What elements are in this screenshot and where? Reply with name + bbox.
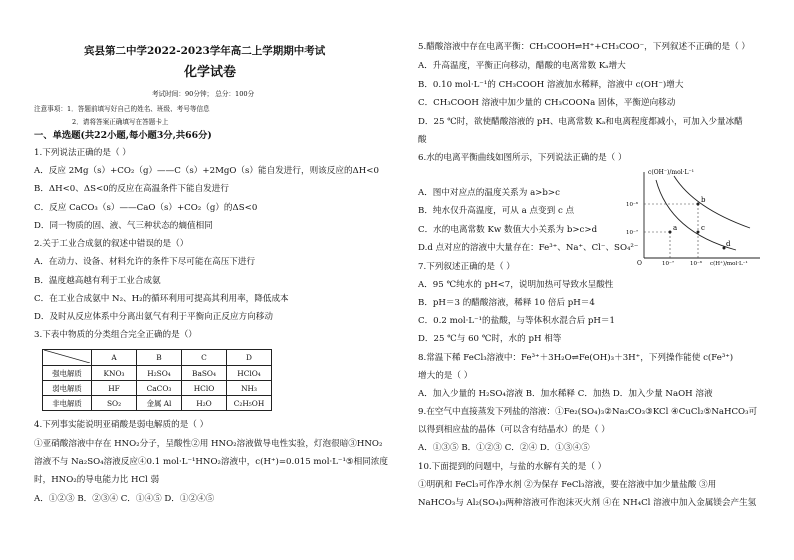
table-row xyxy=(43,396,272,411)
table-cell: KNO₃ xyxy=(92,366,137,381)
q6-option-b: B．纯水仅升高温度，可从 a 点变到 c 点 xyxy=(418,206,575,216)
table-cell: C₂H₅OH xyxy=(227,396,272,411)
point-label-b: b xyxy=(701,196,706,204)
x-axis-label: c(H⁺)/mol·L⁻¹ xyxy=(710,261,748,266)
classification-table xyxy=(42,349,272,411)
diagonal-line xyxy=(44,350,90,363)
table-row xyxy=(43,381,272,396)
question-3: 3.下表中物质的分类组合完全正确的是（） xyxy=(34,330,197,340)
table-cell: NH₃ xyxy=(227,381,272,396)
table-cell: HF xyxy=(92,381,137,396)
question-9: 9.在空气中直接蒸发下列盐的溶液：①Fe₂(SO₄)₃②Na₂CO₃③KCl ④CuCl₂⑤NaHCO₃可 xyxy=(418,407,758,417)
note-2: 2．请将答案正确填写在答题卡上 xyxy=(72,118,169,126)
q9-options: A．①③⑤ B．①②③ C．②④ D．①③④⑤ xyxy=(418,443,590,453)
table-corner-cell xyxy=(43,350,92,366)
q4-options: A．①②③ B．②③④ C．①④⑤ D．①②④⑤ xyxy=(34,494,215,504)
table-cell: SO₂ xyxy=(92,396,137,411)
section-heading: 一、单选题(共22小题,每小题3分,共66分) xyxy=(34,130,212,141)
y-tick-label: 10⁻⁷ xyxy=(626,230,639,236)
question-6: 6.水的电离平衡曲线如图所示，下列说法正确的是（ ） xyxy=(418,153,627,163)
q1-option-c: C．反应 CaCO₃（s）——CaO（s）+CO₂（g）的ΔS<0 xyxy=(34,203,258,213)
question-4: 4.下列事实能说明亚硝酸是弱电解质的是（ ） xyxy=(34,420,209,430)
isotherm-curve-low xyxy=(656,180,736,250)
table-cell: HClO₄ xyxy=(227,366,272,381)
q5-option-b: B．0.10 mol·L⁻¹的 CH₃COOH 溶液加水稀释，溶液中 c(OH⁻)增大 xyxy=(418,80,684,90)
point-b xyxy=(697,203,700,206)
q7-option-a: A．95 ℃纯水的 pH<7，说明加热可导致水呈酸性 xyxy=(418,280,614,290)
note-1: 注意事项：1．答题前填写好自己的姓名、班级、考号等信息 xyxy=(34,105,210,113)
q7-option-b: B．pH＝3 的醋酸溶液，稀释 10 倍后 pH＝4 xyxy=(418,298,595,308)
q7-option-c: C．0.2 mol·L⁻¹的盐酸，与等体积水混合后 pH＝1 xyxy=(418,316,615,326)
point-label-c: c xyxy=(701,224,705,232)
q5-option-d-cont: 酸 xyxy=(418,135,427,145)
question-1: 1.下列说法正确的是（ ） xyxy=(34,148,131,158)
table-cell: BaSO₄ xyxy=(182,366,227,381)
question-5: 5.醋酸溶液中存在电离平衡：CH₃COOH⇌H⁺+CH₃COO⁻，下列叙述不正确的是（ ） xyxy=(418,42,751,52)
table-cell: H₂SO₄ xyxy=(137,366,182,381)
question-2: 2.关于工业合成氨的叙述中错误的是（） xyxy=(34,239,189,249)
table-header-cell: C xyxy=(182,350,227,366)
q6-option-d: D.d 点对应的溶液中大量存在：Fe³⁺、Na⁺、Cl⁻、SO₄²⁻ xyxy=(418,243,639,253)
exam-meta: 考试时间：90分钟； 总分：100分 xyxy=(152,90,255,98)
q7-option-d: D．25 ℃与 60 ℃时，水的 pH 相等 xyxy=(418,334,562,344)
exam-title: 宾县第二中学2022-2023学年高二上学期期中考试 xyxy=(84,45,326,57)
q5-option-d: D．25 ℃时，欲使醋酸溶液的 pH、电离常数 Kₐ和电离程度都减小，可加入少量冰醋 xyxy=(418,117,743,127)
q4-stem-line-2: 溶液不与 Na₂SO₄溶液反应④0.1 mol·L⁻¹HNO₂溶液中，c(H⁺)=0.015 mol·L⁻¹⑤相同浓度 xyxy=(34,457,388,467)
table-row-label: 强电解质 xyxy=(43,366,92,381)
question-7: 7.下列叙述正确的是（ ） xyxy=(418,262,515,272)
origin-label: O xyxy=(637,260,642,266)
q6-option-c: C．水的电离常数 Kw 数值大小关系为 b>c>d xyxy=(418,225,598,235)
q6-option-a: A．图中对应点的温度关系为 a>b>c xyxy=(418,188,560,198)
table-header-cell: D xyxy=(227,350,272,366)
point-label-a: a xyxy=(673,224,678,232)
q10-stem-line-2: NaHCO₃与 Al₂(SO₄)₃两种溶液可作泡沫灭火剂 ④在 NH₄Cl 溶液中加入金属镁会产生氢 xyxy=(418,498,757,508)
table-row-label: 弱电解质 xyxy=(43,381,92,396)
question-10: 10.下面提到的问题中，与盐的水解有关的是（ ） xyxy=(418,462,607,472)
x-tick-label: 10⁻⁶ xyxy=(690,261,703,266)
q4-stem-line-1: ①亚硝酸溶液中存在 HNO₂分子，呈酸性②用 HNO₂溶液做导电性实验，灯泡很暗③HNO₂ xyxy=(34,439,383,449)
q5-option-a: A．升高温度，平衡正向移动，醋酸的电离常数 Kₐ增大 xyxy=(418,61,626,71)
q1-option-b: B．ΔH<0、ΔS<0的反应在高温条件下能自发进行 xyxy=(34,184,229,194)
q4-stem-line-3: 时，HNO₂的导电能力比 HCl 弱 xyxy=(34,475,160,485)
point-label-d: d xyxy=(726,240,731,248)
y-axis-label: c(OH⁻)/mol·L⁻¹ xyxy=(648,169,695,176)
question-9-cont: 以得到相应盐的晶体（可以含有结晶水）的是（ ） xyxy=(418,425,610,435)
q1-option-d: D．同一物质的固、液、气三种状态的熵值相同 xyxy=(34,221,213,231)
q2-option-c: C．在工业合成氨中 N₂、H₂的循环利用可提高其利用率，降低成本 xyxy=(34,294,289,304)
table-cell: CaCO₃ xyxy=(137,381,182,396)
table-header-cell: A xyxy=(92,350,137,366)
table-header-cell: B xyxy=(137,350,182,366)
y-tick-label: 10⁻⁶ xyxy=(626,202,639,208)
q5-option-c: C．CH₃COOH 溶液中加少量的 CH₃COONa 固体，平衡逆向移动 xyxy=(418,98,676,108)
q8-options: A．加入少量的 H₂SO₄溶液 B．加水稀释 C．加热 D．加入少量 NaOH 溶液 xyxy=(418,389,713,399)
table-cell: H₂O xyxy=(182,396,227,411)
q2-option-d: D．及时从反应体系中分离出氨气有利于平衡向正反应方向移动 xyxy=(34,312,273,322)
water-ionization-chart xyxy=(626,166,766,266)
x-tick-label: 10⁻⁷ xyxy=(662,261,675,266)
table-row-label: 非电解质 xyxy=(43,396,92,411)
q1-option-a: A．反应 2Mg（s）+CO₂（g）——C（s）+2MgO（s）能自发进行，则该反应的ΔH<0 xyxy=(34,166,379,176)
point-a xyxy=(669,231,672,234)
q10-stem-line-1: ①明矾和 FeCl₃可作净水剂 ②为保存 FeCl₃溶液，要在溶液中加少量盐酸 ③用 xyxy=(418,480,717,490)
table-row xyxy=(43,366,272,381)
q2-option-a: A．在动力、设备、材料允许的条件下尽可能在高压下进行 xyxy=(34,257,256,267)
exam-subtitle: 化学试卷 xyxy=(184,65,237,80)
table-cell: 金属 Al xyxy=(137,396,182,411)
q2-option-b: B．温度越高越有利于工业合成氨 xyxy=(34,276,161,286)
table-cell: HClO xyxy=(182,381,227,396)
table-header-row xyxy=(43,350,272,366)
question-8: 8.常温下稀 FeCl₃溶液中：Fe³⁺＋3H₂O⇌Fe(OH)₃＋3H⁺，下列操作能使 c(Fe³⁺) xyxy=(418,353,734,363)
question-8-cont: 增大的是（ ） xyxy=(418,371,473,381)
isotherm-curve-high xyxy=(674,176,750,228)
point-c xyxy=(697,231,700,234)
